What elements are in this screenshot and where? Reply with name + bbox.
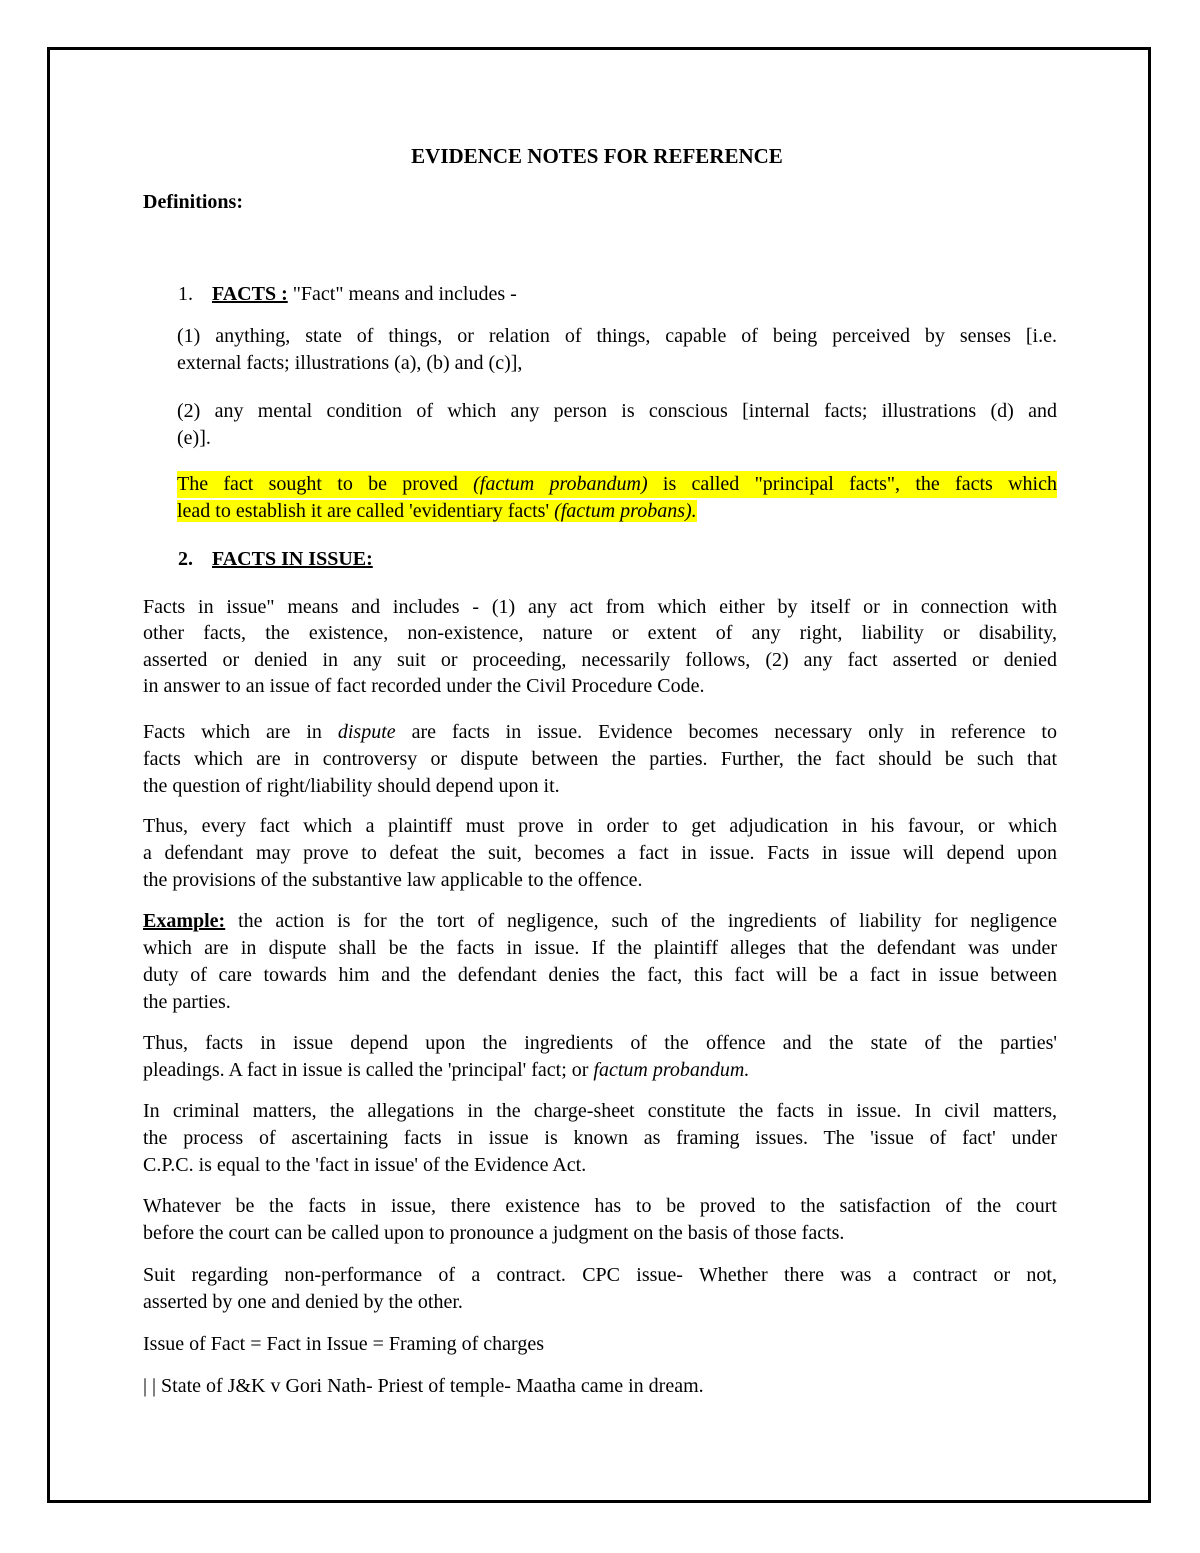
principal-facts-highlight — [177, 471, 1057, 525]
para-3-line-1: Thus, every fact which a plaintiff must prove in order to get adjudication in his favour, or which — [143, 815, 1057, 837]
para-1-line-4: in answer to an issue of fact recorded under the Civil Procedure Code. — [143, 674, 705, 697]
facts-in-issue-para-2 — [143, 719, 1057, 800]
facts-point-1-line-2: external facts; illustrations (a), (b) and (c)], — [177, 352, 523, 374]
facts-in-issue-para-1 — [143, 594, 1057, 699]
para-8-line-2: asserted by one and denied by the other. — [143, 1291, 463, 1313]
para-5-factum-probandum: factum probandum. — [593, 1059, 750, 1081]
para-2-text-c: are facts in issue. Evidence becomes necessary only in reference to — [395, 721, 1057, 743]
facts-in-issue-para-7 — [143, 1193, 1057, 1247]
para-2-line-2: facts which are in controversy or dispute between the parties. Further, the fact should be such that — [143, 748, 1057, 770]
example-line-4: the parties. — [143, 991, 231, 1013]
highlight-text-2a: lead to establish it are called 'evidentiary facts' — [177, 500, 555, 522]
document-title: EVIDENCE NOTES FOR REFERENCE — [411, 144, 783, 168]
facts-point-2-line-1: (2) any mental condition of which any person is conscious [internal facts; illustrations (d) and — [177, 400, 1057, 422]
highlight-line-2 — [177, 498, 1057, 525]
para-2-text-a: Facts which are in — [143, 721, 338, 743]
example-line-3: duty of care towards him and the defendant denies the fact, this fact will be a fact in issue between — [143, 964, 1057, 986]
example-line-2: which are in dispute shall be the facts in issue. If the plaintiff alleges that the defendant was under — [143, 937, 1057, 959]
definitions-heading: Definitions: — [143, 191, 243, 213]
facts-heading: FACTS : — [212, 283, 288, 305]
para-5-line-2 — [143, 1057, 1057, 1084]
highlight-line-1 — [177, 471, 1057, 498]
facts-in-issue-heading: FACTS IN ISSUE: — [212, 548, 373, 570]
para-1-line-3: asserted or denied in any suit or proceeding, necessarily follows, (2) any fact asserted or denied — [143, 648, 1057, 671]
facts-point-1-line-1: (1) anything, state of things, or relation of things, capable of being perceived by senses [i.e. — [177, 325, 1057, 347]
facts-in-issue-para-6 — [143, 1098, 1057, 1179]
facts-point-2-line-2: (e)]. — [177, 427, 211, 449]
facts-in-issue-para-5 — [143, 1030, 1057, 1084]
example-label: Example: — [143, 910, 226, 932]
facts-in-issue-para-10: | | State of J&K v Gori Nath- Priest of temple- Maatha came in dream. — [143, 1375, 704, 1397]
para-3-line-2: a defendant may prove to defeat the suit, becomes a fact in issue. Facts in issue will depend upon — [143, 842, 1057, 864]
facts-in-issue-para-3 — [143, 813, 1057, 894]
highlight-text-1c: is called "principal facts", the facts which — [647, 473, 1057, 495]
facts-in-issue-number: 2. — [178, 548, 193, 570]
para-7-line-2: before the court can be called upon to pronounce a judgment on the basis of those facts. — [143, 1222, 845, 1244]
para-3-line-3: the provisions of the substantive law applicable to the offence. — [143, 869, 643, 891]
facts-intro-line — [212, 281, 517, 307]
facts-in-issue-para-8 — [143, 1262, 1057, 1316]
para-6-line-2: the process of ascertaining facts in issue is known as framing issues. The 'issue of fact' under — [143, 1127, 1057, 1149]
highlight-text-1b: (factum probandum) — [473, 473, 648, 495]
para-6-line-1: In criminal matters, the allegations in the charge-sheet constitute the facts in issue. In civil matters, — [143, 1100, 1057, 1122]
facts-point-1 — [177, 323, 1057, 377]
facts-number: 1. — [178, 283, 193, 305]
para-5-text-a: pleadings. A fact in issue is called the 'principal' fact; or — [143, 1059, 594, 1081]
example-paragraph — [143, 908, 1057, 1016]
facts-point-2 — [177, 398, 1057, 452]
para-5-line-1: Thus, facts in issue depend upon the ingredients of the offence and the state of the parties' — [143, 1032, 1057, 1054]
example-text-1: the action is for the tort of negligence, such of the ingredients of liability for negligence — [225, 910, 1057, 932]
para-2-dispute: dispute — [337, 721, 396, 743]
para-1-line-1: Facts in issue" means and includes - (1) any act from which either by itself or in connection with — [143, 596, 1057, 618]
para-2-line-3: the question of right/liability should depend upon it. — [143, 775, 560, 797]
para-7-line-1: Whatever be the facts in issue, there existence has to be proved to the satisfaction of the court — [143, 1195, 1057, 1217]
highlight-text-1a: The fact sought to be proved — [177, 473, 474, 495]
facts-intro: "Fact" means and includes - — [287, 283, 517, 305]
para-2-line-1 — [143, 719, 1057, 746]
highlight-text-2b: (factum probans). — [554, 500, 697, 522]
para-1-line-2: other facts, the existence, non-existence, nature or extent of any right, liability or disability, — [143, 622, 1057, 645]
example-line-1 — [143, 908, 1057, 935]
para-6-line-3: C.P.C. is equal to the 'fact in issue' of the Evidence Act. — [143, 1154, 587, 1176]
para-8-line-1: Suit regarding non-performance of a contract. CPC issue- Whether there was a contract or not, — [143, 1264, 1057, 1286]
facts-in-issue-para-9: Issue of Fact = Fact in Issue = Framing of charges — [143, 1333, 544, 1355]
